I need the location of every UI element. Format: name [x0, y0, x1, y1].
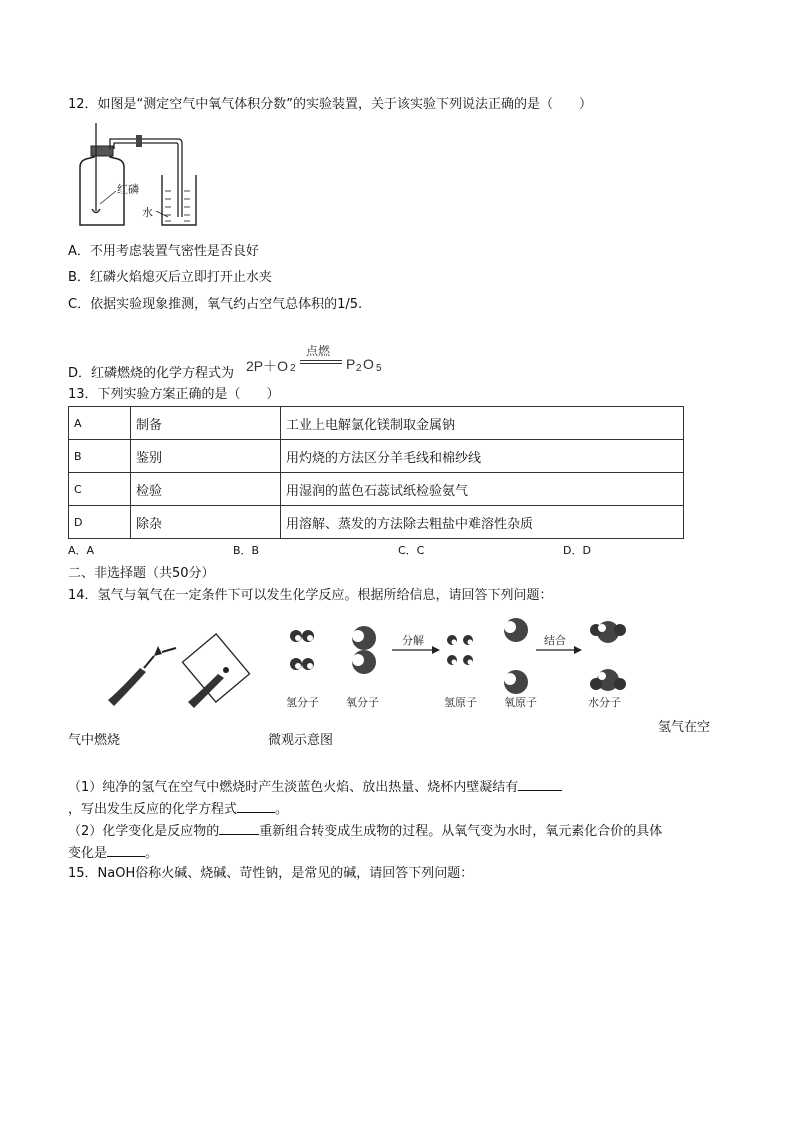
q14-sub2-line2 — [68, 845, 158, 862]
row-method: 工业上电解氯化镁制取金属钠 — [281, 407, 684, 440]
label-water: 水 — [142, 206, 153, 219]
q12-option-c: C．依据实验现象推测，氧气约占空气总体积的1/5. — [68, 297, 363, 312]
table-row — [69, 473, 684, 506]
eq-arrow-line — [300, 360, 342, 361]
q14-micro-figure — [282, 612, 642, 730]
row-method: 用溶解、蒸发的方法除去粗盐中难溶性杂质 — [281, 506, 684, 539]
table-row — [69, 440, 684, 473]
q14-sub1-end: 。 — [275, 802, 289, 817]
table-row — [69, 506, 684, 539]
q14-sub2-line2-suffix: 。 — [145, 846, 159, 861]
q12-option-a: A．不用考虑装置气密性是否良好 — [68, 244, 259, 259]
row-letter: D — [69, 506, 131, 539]
row-method: 用湿润的蓝色石蕊试纸检验氨气 — [281, 473, 684, 506]
q14-caption-mid: 微观示意图 — [268, 733, 334, 748]
q15-stem: 15．NaOH俗称火碱、烧碱、苛性钠，是常见的碱，请回答下列问题： — [68, 866, 474, 881]
answer-blank[interactable] — [237, 801, 275, 813]
q14-sub2-line1 — [68, 823, 662, 840]
eq-rhs-o-subscript: 5 — [376, 363, 382, 374]
answer-blank[interactable] — [107, 845, 145, 857]
q13-table — [68, 406, 684, 539]
row-letter: B — [69, 440, 131, 473]
label-h-atom: 氢原子 — [444, 696, 477, 709]
q13-answer-b: B．B — [233, 544, 260, 557]
eq-rhs-o: O — [363, 356, 374, 372]
row-action: 检验 — [131, 473, 281, 506]
label-o-atom: 氧原子 — [504, 696, 537, 709]
q12-stem: 12．如图是“测定空气中氧气体积分数”的实验装置，关于该实验下列说法正确的是（ ） — [68, 97, 593, 112]
q13-answer-d: D．D — [563, 544, 591, 557]
answer-blank[interactable] — [518, 779, 562, 791]
table-row — [69, 407, 684, 440]
label-o2-molecule: 氧分子 — [346, 696, 379, 709]
q14-sub1-text: （1）纯净的氢气在空气中燃烧时产生淡蓝色火焰、放出热量、烧杯内壁凝结有 — [68, 780, 519, 795]
q14-caption-right: 氢气在空 — [658, 720, 711, 735]
q14-sub2-line2-prefix: 变化是 — [68, 846, 108, 861]
eq-lhs-subscript: 2 — [290, 363, 296, 374]
row-letter: A — [69, 407, 131, 440]
answer-blank[interactable] — [219, 823, 259, 835]
eq-lhs: 2P＋O — [246, 358, 289, 374]
q12-equation — [246, 340, 391, 376]
section-title: 二、非选择题（共50分） — [68, 566, 215, 581]
q14-sub2-suffix: 重新组合转变成生成物的过程。从氧气变为水时，氧元素化合价的具体 — [259, 824, 663, 839]
eq-rhs-p: P — [346, 356, 356, 372]
q13-stem: 13．下列实验方案正确的是（ ） — [68, 387, 280, 402]
row-action: 制备 — [131, 407, 281, 440]
q14-combustion-figure — [100, 630, 270, 710]
eq-rhs-p-subscript: 2 — [356, 363, 362, 374]
row-method: 用灼烧的方法区分羊毛线和棉纱线 — [281, 440, 684, 473]
q14-sub1-line1 — [68, 779, 562, 796]
label-decompose: 分解 — [402, 634, 424, 647]
q14-sub1-line2 — [68, 801, 288, 818]
q13-answer-c: C．C — [398, 544, 425, 557]
eq-condition: 点燃 — [306, 344, 331, 358]
q12-apparatus-figure — [70, 121, 200, 229]
label-water-molecule: 水分子 — [588, 696, 621, 709]
q12-option-b: B．红磷火焰熄灭后立即打开止水夹 — [68, 270, 272, 285]
q13-answer-a: A．A — [68, 544, 95, 557]
label-combine: 结合 — [544, 634, 566, 647]
row-action: 鉴别 — [131, 440, 281, 473]
q14-stem: 14．氢气与氧气在一定条件下可以发生化学反应。根据所给信息，请回答下列问题： — [68, 588, 553, 603]
label-red-phosphorus: 红磷 — [117, 183, 139, 196]
q14-sub2-prefix: （2）化学变化是反应物的 — [68, 824, 220, 839]
label-h2-molecule: 氢分子 — [286, 696, 319, 709]
q14-caption-left: 气中燃烧 — [68, 733, 121, 748]
q14-sub1-text-2: ，写出发生反应的化学方程式 — [68, 802, 238, 817]
row-action: 除杂 — [131, 506, 281, 539]
row-letter: C — [69, 473, 131, 506]
q12-option-d: D．红磷燃烧的化学方程式为 — [68, 366, 235, 381]
eq-arrow-line-2 — [300, 363, 342, 364]
